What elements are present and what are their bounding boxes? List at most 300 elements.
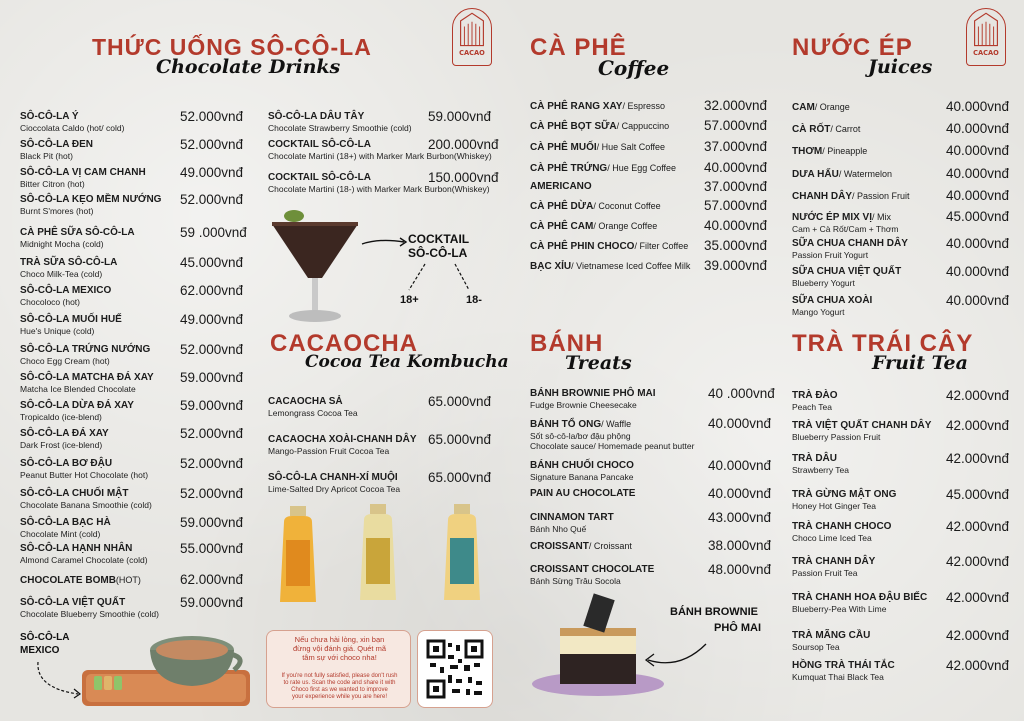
cocktail-label-line1: COCKTAIL [408, 232, 470, 246]
feedback-note [266, 630, 411, 708]
item-name-main: CÀ PHÊ DỪA [530, 201, 594, 212]
juices-subtitle: Juices [868, 56, 933, 78]
item-name [530, 100, 665, 113]
item-description: Chocolate Martini (18+) with Marker Mark Burbon(Whiskey) [268, 151, 492, 161]
item-name [20, 488, 152, 500]
item-name [530, 120, 669, 133]
menu-item [20, 426, 244, 450]
item-name-main: THƠM [792, 146, 823, 157]
item-price: 39.000vnđ [704, 258, 768, 273]
item-name-main: SÔ-CÔ-LA DÂU TÂY [268, 111, 365, 122]
menu-item [792, 121, 1010, 136]
menu-item [792, 143, 1010, 158]
menu-item [20, 109, 244, 133]
item-name [792, 295, 872, 307]
cafe-logo-right [966, 8, 1006, 66]
item-name-english: / Filter Coffee [634, 241, 689, 251]
item-name [20, 167, 146, 179]
item-name-main: DƯA HẤU [792, 169, 839, 180]
cacaocha-title: CACAOCHA [270, 330, 418, 357]
item-price: 65.000vnđ [428, 432, 492, 447]
feedback-text-en: If you're not fully satisfied, please don't rush to rate us. Scan the code and share it with Choco first as we wanted to improve your experience while you are here! [281, 673, 398, 700]
item-name [530, 540, 632, 553]
item-description: Matcha Ice Blended Chocolate [20, 384, 136, 394]
item-name [792, 592, 927, 604]
bottle-mango-passion-image [356, 504, 400, 604]
item-name-main: COCKTAIL SÔ-CÔ-LA [268, 172, 371, 183]
item-description: Strawberry Tea [792, 465, 850, 475]
item-price: 40.000vnđ [708, 458, 772, 473]
item-name-main: BÁNH TỔ ONG [530, 419, 602, 430]
item-name [530, 564, 654, 576]
menu-item [20, 225, 247, 249]
item-description: Cam + Cà Rốt/Cam + Thơm [792, 224, 899, 234]
item-name-main: PAIN AU CHOCOLATE [530, 488, 636, 499]
item-description: Chocoloco (hot) [20, 297, 81, 307]
item-name-main: NƯỚC ÉP MIX VỊ [792, 212, 872, 223]
item-name [792, 420, 931, 432]
arrow-icon [640, 640, 710, 670]
item-name [20, 344, 150, 356]
brownie-label-line1: BÁNH BROWNIE [670, 606, 758, 618]
chocolate-title: THỨC UỐNG SÔ-CÔ-LA [92, 34, 372, 60]
item-description: Passion Fruit Tea [792, 568, 858, 578]
svg-text:CACAO: CACAO [973, 49, 999, 58]
item-name-main: SÔ-CÔ-LA ĐÁ XAY [20, 428, 109, 439]
item-name-main: CÀ RỐT [792, 124, 831, 135]
menu-item [530, 139, 768, 154]
item-name-english: / Mix [872, 212, 891, 222]
item-name-main: SÔ-CÔ-LA CHANH-XÍ MUỘI [268, 472, 398, 483]
item-price: 65.000vnđ [428, 470, 492, 485]
menu-item [20, 342, 244, 366]
item-name [792, 390, 838, 402]
item-price: 65.000vnđ [428, 394, 492, 409]
item-name-main: TRÀ SỮA SÔ-CÔ-LA [20, 257, 118, 268]
menu-item [530, 160, 768, 175]
item-name-main: HỒNG TRÀ THÁI TẮC [792, 660, 895, 671]
item-price: 59.000vnđ [180, 398, 244, 413]
item-description: Peanut Butter Hot Chocolate (hot) [20, 470, 149, 480]
item-description: Fudge Brownie Cheesecake [530, 400, 637, 410]
item-price: 59.000vnđ [428, 109, 492, 124]
item-price: 52.000vnđ [180, 192, 244, 207]
item-description: Peach Tea [792, 402, 833, 412]
menu-item [20, 137, 244, 161]
item-name [792, 101, 850, 114]
item-name [20, 285, 111, 297]
item-price: 42.000vnđ [946, 554, 1010, 569]
item-name [792, 145, 867, 158]
item-description: Black Pit (hot) [20, 151, 73, 161]
item-description: Chocolate Strawberry Smoothie (cold) [268, 123, 412, 133]
item-name-english: / Cappuccino [616, 121, 670, 131]
item-name [530, 488, 635, 500]
menu-item [792, 209, 1010, 234]
item-name [20, 517, 111, 529]
item-price: 59 .000vnđ [180, 225, 247, 240]
item-price: 200.000vnđ [428, 137, 499, 152]
item-name-main: CHOCOLATE BOMB [20, 575, 116, 586]
item-price: 42.000vnđ [946, 418, 1010, 433]
item-description: Tropicaldo (ice-blend) [20, 412, 102, 422]
item-name-main: TRÀ GỪNG MẬT ONG [792, 489, 897, 500]
item-description: Almond Caramel Chocolate (cold) [20, 555, 148, 565]
menu-item [792, 188, 1010, 203]
item-price: 59.000vnđ [180, 370, 244, 385]
item-price: 40.000vnđ [946, 121, 1010, 136]
item-name [792, 521, 891, 533]
item-name-main: SỮA CHUA CHANH DÂY [792, 238, 908, 249]
menu-item [530, 118, 768, 133]
item-name-main: TRÀ MÃNG CẦU [792, 630, 871, 641]
item-name [530, 512, 614, 524]
item-name [20, 111, 124, 123]
item-name-main: TRÀ DÂU [792, 453, 837, 464]
item-name [20, 314, 122, 326]
menu-item [530, 179, 768, 194]
item-name-main: BÁNH BROWNIE PHÔ MAI [530, 388, 656, 399]
chocolate-subtitle: Chocolate Drinks [156, 56, 341, 78]
menu-item [792, 658, 1010, 682]
menu-item [268, 394, 492, 418]
item-price: 40.000vnđ [946, 188, 1010, 203]
item-name-main: BẠC XỈU [530, 261, 572, 272]
item-name-english: / Orange [814, 102, 850, 112]
mexico-chocolate-cup-image [80, 614, 252, 708]
item-name-main: CÀ PHÊ BỌT SỮA [530, 121, 617, 132]
menu-item [792, 519, 1010, 543]
mexico-label-line2: MEXICO [20, 645, 60, 656]
menu-item [268, 109, 492, 133]
item-name [268, 472, 400, 484]
item-price: 48.000vnđ [708, 562, 772, 577]
juices-title: NƯỚC ÉP [792, 34, 913, 61]
item-price: 37.000vnđ [704, 179, 768, 194]
item-description: Bánh Nho Quế [530, 524, 587, 534]
item-description: Lime-Salted Dry Apricot Cocoa Tea [268, 484, 401, 494]
item-description: Dark Frost (ice-blend) [20, 440, 103, 450]
menu-item [792, 628, 1010, 652]
item-name [792, 453, 849, 465]
item-price: 32.000vnđ [704, 98, 768, 113]
item-price: 43.000vnđ [708, 510, 772, 525]
feedback-text-vi: Nếu chưa hài lòng, xin bạn đừng vội đánh giá. Quét mã tâm sự với choco nha! [293, 635, 386, 662]
coffee-title: CÀ PHÊ [530, 34, 627, 61]
item-name [530, 200, 661, 213]
item-description: Cioccolata Caldo (hot/ cold) [20, 123, 125, 133]
item-name [20, 458, 148, 470]
menu-item [20, 165, 244, 189]
bottle-lime-apricot-image [440, 504, 484, 604]
menu-item [792, 418, 1010, 442]
item-name [268, 396, 358, 408]
item-name-main: SÔ-CÔ-LA Ý [20, 111, 79, 122]
menu-item [792, 236, 1010, 260]
item-name [530, 260, 690, 273]
feedback-qr-code[interactable] [417, 630, 493, 708]
item-name-main: CACAOCHA XOÀI-CHANH DÂY [268, 434, 417, 445]
menu-item [530, 198, 768, 213]
item-price: 59.000vnđ [180, 515, 244, 530]
item-price: 52.000vnđ [180, 426, 244, 441]
item-name-main: TRÀ CHANH DÂY [792, 556, 876, 567]
item-name [20, 257, 117, 269]
item-name-main: SÔ-CÔ-LA KẸO MỀM NƯỚNG [20, 194, 162, 205]
age-label-minor: 18- [466, 294, 482, 306]
item-price: 40.000vnđ [708, 486, 772, 501]
item-name-english: / Orange Coffee [593, 221, 658, 231]
menu-item [792, 451, 1010, 475]
menu-item [792, 590, 1010, 614]
item-price: 45.000vnđ [946, 209, 1010, 224]
item-price: 38.000vnđ [708, 538, 772, 553]
item-name-main: SỮA CHUA XOÀI [792, 295, 873, 306]
item-description: Blueberry Passion Fruit [792, 432, 881, 442]
item-name [530, 388, 656, 400]
item-name [792, 211, 899, 224]
item-name-main: CÀ PHÊ MUỐI [530, 142, 597, 153]
item-price: 49.000vnđ [180, 165, 244, 180]
cacaocha-subtitle: Cocoa Tea Kombucha [305, 352, 509, 372]
menu-item [20, 541, 244, 565]
item-name [530, 418, 694, 431]
menu-item [20, 192, 244, 216]
item-name-english: / Passion Fruit [852, 191, 910, 201]
menu-item [792, 166, 1010, 181]
item-name [530, 181, 592, 193]
item-price: 62.000vnđ [180, 572, 244, 587]
item-name [792, 190, 910, 203]
item-name-main: CÀ PHÊ RANG XAY [530, 101, 623, 112]
item-name-main: SÔ-CÔ-LA BƠ ĐẬU [20, 458, 113, 469]
menu-item [530, 538, 772, 553]
fruit-tea-subtitle: Fruit Tea [872, 352, 968, 374]
item-name-main: TRÀ ĐÀO [792, 390, 838, 401]
item-name-english: / Waffle [601, 419, 632, 429]
arrow-icon [395, 262, 485, 294]
item-name [268, 111, 412, 123]
item-description: Mango Yogurt [792, 307, 845, 317]
item-price: 52.000vnđ [180, 486, 244, 501]
item-price: 52.000vnđ [180, 456, 244, 471]
arrow-icon [360, 236, 408, 250]
fruit-tea-title: TRÀ TRÁI CÂY [792, 330, 974, 357]
item-description: Burnt S'mores (hot) [20, 206, 94, 216]
item-price: 40.000vnđ [946, 236, 1010, 251]
item-name-main: BÁNH CHUỐI CHOCO [530, 460, 634, 471]
item-name [792, 630, 870, 642]
item-description: Hue's Unique (cold) [20, 326, 95, 336]
menu-item [530, 238, 768, 253]
item-name [20, 574, 141, 587]
age-label-adult: 18+ [400, 294, 419, 306]
item-name-main: SÔ-CÔ-LA CHUỐI MẬT [20, 488, 129, 499]
brownie-label-line2: PHÔ MAI [714, 622, 762, 634]
treats-title: BÁNH [530, 330, 604, 357]
item-description: Midnight Mocha (cold) [20, 239, 104, 249]
item-description: Soursop Tea [792, 642, 840, 652]
item-name [20, 139, 93, 151]
menu-item [530, 98, 768, 113]
item-name-main: SỮA CHUA VIỆT QUẤT [792, 266, 902, 277]
item-name [268, 434, 417, 446]
mexico-label-line1: SÔ-CÔ-LA [20, 632, 70, 643]
item-name-main: SÔ-CÔ-LA DỪA ĐÁ XAY [20, 400, 134, 411]
menu-item [792, 554, 1010, 578]
item-name-main: TRÀ CHANH CHOCO [792, 521, 892, 532]
item-name [530, 162, 676, 175]
item-name [20, 543, 148, 555]
menu-item [20, 255, 244, 279]
item-description: Choco Milk-Tea (cold) [20, 269, 103, 279]
item-name-main: SÔ-CÔ-LA MUỐI HUẾ [20, 314, 122, 325]
item-name-main: CINNAMON TART [530, 512, 614, 523]
item-description: Blueberry Yogurt [792, 278, 855, 288]
menu-item [20, 515, 244, 539]
item-price: 52.000vnđ [180, 109, 244, 124]
item-name [792, 168, 892, 181]
item-price: 52.000vnđ [180, 342, 244, 357]
menu-item [268, 170, 499, 194]
item-name-main: CÀ PHÊ PHIN CHOCO [530, 241, 635, 252]
item-description: Sốt sô-cô-la/bơ đậu phộng [530, 431, 631, 441]
item-name [530, 141, 665, 154]
cocktail-label-line2: SÔ-CÔ-LA [408, 246, 468, 260]
item-name-english: / Hue Egg Coffee [607, 163, 677, 173]
item-price: 42.000vnđ [946, 388, 1010, 403]
item-name [792, 489, 896, 501]
item-name-main: SÔ-CÔ-LA MEXICO [20, 285, 112, 296]
item-description: Chocolate Blueberry Smoothie (cold) [20, 609, 159, 619]
item-price: 42.000vnđ [946, 590, 1010, 605]
item-name [20, 194, 161, 206]
menu-item [268, 137, 499, 161]
item-name [792, 660, 895, 672]
item-price: 40.000vnđ [704, 160, 768, 175]
cocktail-glass-image [268, 204, 362, 328]
item-description: Passion Fruit Yogurt [792, 250, 869, 260]
item-price: 150.000vnđ [428, 170, 499, 185]
item-name-main: CÀ PHÊ TRỨNG [530, 163, 608, 174]
item-description: Honey Hot Ginger Tea [792, 501, 876, 511]
item-price: 40.000vnđ [946, 99, 1010, 114]
item-price: 42.000vnđ [946, 628, 1010, 643]
item-price: 40.000vnđ [946, 166, 1010, 181]
item-price: 37.000vnđ [704, 139, 768, 154]
item-description: Chocolate sauce/ Homemade peanut butter [530, 441, 695, 451]
item-description: Signature Banana Pancake [530, 472, 634, 482]
item-name [530, 460, 634, 472]
item-name-main: SÔ-CÔ-LA VIỆT QUẤT [20, 597, 126, 608]
menu-item [20, 486, 244, 510]
item-price: 40.000vnđ [708, 416, 772, 431]
item-name-english: / Espresso [622, 101, 665, 111]
item-name-main: CÀ PHÊ SỮA SÔ-CÔ-LA [20, 227, 135, 238]
qr-code-icon [418, 631, 492, 707]
item-name [530, 220, 657, 233]
item-description: Kumquat Thai Black Tea [792, 672, 884, 682]
item-description: Choco Lime Iced Tea [792, 533, 872, 543]
menu-item [530, 562, 772, 586]
item-price: 57.000vnđ [704, 198, 768, 213]
item-description: Chocolate Mint (cold) [20, 529, 101, 539]
item-price: 42.000vnđ [946, 658, 1010, 673]
menu-item [792, 264, 1010, 288]
item-price: 57.000vnđ [704, 118, 768, 133]
item-name-english: / Croissant [588, 541, 632, 551]
cafe-logo-left [452, 8, 492, 66]
menu-item [530, 386, 775, 410]
item-description: Lemongrass Cocoa Tea [268, 408, 358, 418]
item-price: 45.000vnđ [180, 255, 244, 270]
item-name-main: SÔ-CÔ-LA VỊ CAM CHANH [20, 167, 146, 178]
item-name-english: / Vietnamese Iced Coffee Milk [571, 261, 691, 271]
item-name-main: SÔ-CÔ-LA MATCHA ĐÁ XAY [20, 372, 154, 383]
item-name-main: SÔ-CÔ-LA HẠNH NHÂN [20, 543, 133, 554]
svg-text:CACAO: CACAO [459, 49, 485, 58]
bottle-lemongrass-image [276, 506, 320, 606]
menu-item [20, 312, 244, 336]
menu-item [268, 470, 492, 494]
item-name-main: CROISSANT CHOCOLATE [530, 564, 655, 575]
item-name-main: TRÀ CHANH HOA ĐẬU BIẾC [792, 592, 928, 603]
item-price: 42.000vnđ [946, 519, 1010, 534]
item-name [792, 123, 860, 136]
item-price: 45.000vnđ [946, 487, 1010, 502]
item-name [792, 238, 908, 250]
menu-item [530, 486, 772, 501]
item-name [792, 556, 875, 568]
item-description: Mango-Passion Fruit Cocoa Tea [268, 446, 390, 456]
menu-item [792, 388, 1010, 412]
item-price: 42.000vnđ [946, 451, 1010, 466]
item-name-english: / Pineapple [822, 146, 868, 156]
item-description: Chocolate Martini (18-) with Marker Mark Burbon(Whiskey) [268, 184, 490, 194]
item-description: Bánh Sừng Trâu Socola [530, 576, 621, 586]
item-name-main: TRÀ VIỆT QUẤT CHANH DÂY [792, 420, 932, 431]
menu-item [792, 487, 1010, 511]
menu-item [792, 293, 1010, 317]
item-name-main: CAM [792, 102, 815, 113]
menu-item [530, 416, 772, 451]
treats-subtitle: Treats [565, 352, 632, 374]
item-name-main: CACAOCHA SẢ [268, 396, 343, 407]
item-description: Blueberry-Pea With Lime [792, 604, 887, 614]
arrow-icon [34, 660, 84, 700]
item-price: 55.000vnđ [180, 541, 244, 556]
item-name-english: / Watermelon [838, 169, 892, 179]
menu-item [530, 258, 768, 273]
menu-item [268, 432, 492, 456]
item-description: Chocolate Banana Smoothie (cold) [20, 500, 152, 510]
menu-item [20, 370, 244, 394]
item-price: 59.000vnđ [180, 595, 244, 610]
menu-item [530, 510, 772, 534]
item-name-main: CHANH DÂY [792, 191, 852, 202]
item-price: 40.000vnđ [946, 293, 1010, 308]
item-name [20, 227, 135, 239]
menu-item [530, 458, 772, 482]
menu-item [792, 99, 1010, 114]
item-name [20, 597, 159, 609]
item-description: Choco Egg Cream (hot) [20, 356, 110, 366]
item-name-english: / Coconut Coffee [593, 201, 661, 211]
item-name-english: / Carrot [830, 124, 861, 134]
item-name [530, 240, 688, 253]
item-description: Bitter Citron (hot) [20, 179, 85, 189]
item-name [20, 428, 109, 440]
